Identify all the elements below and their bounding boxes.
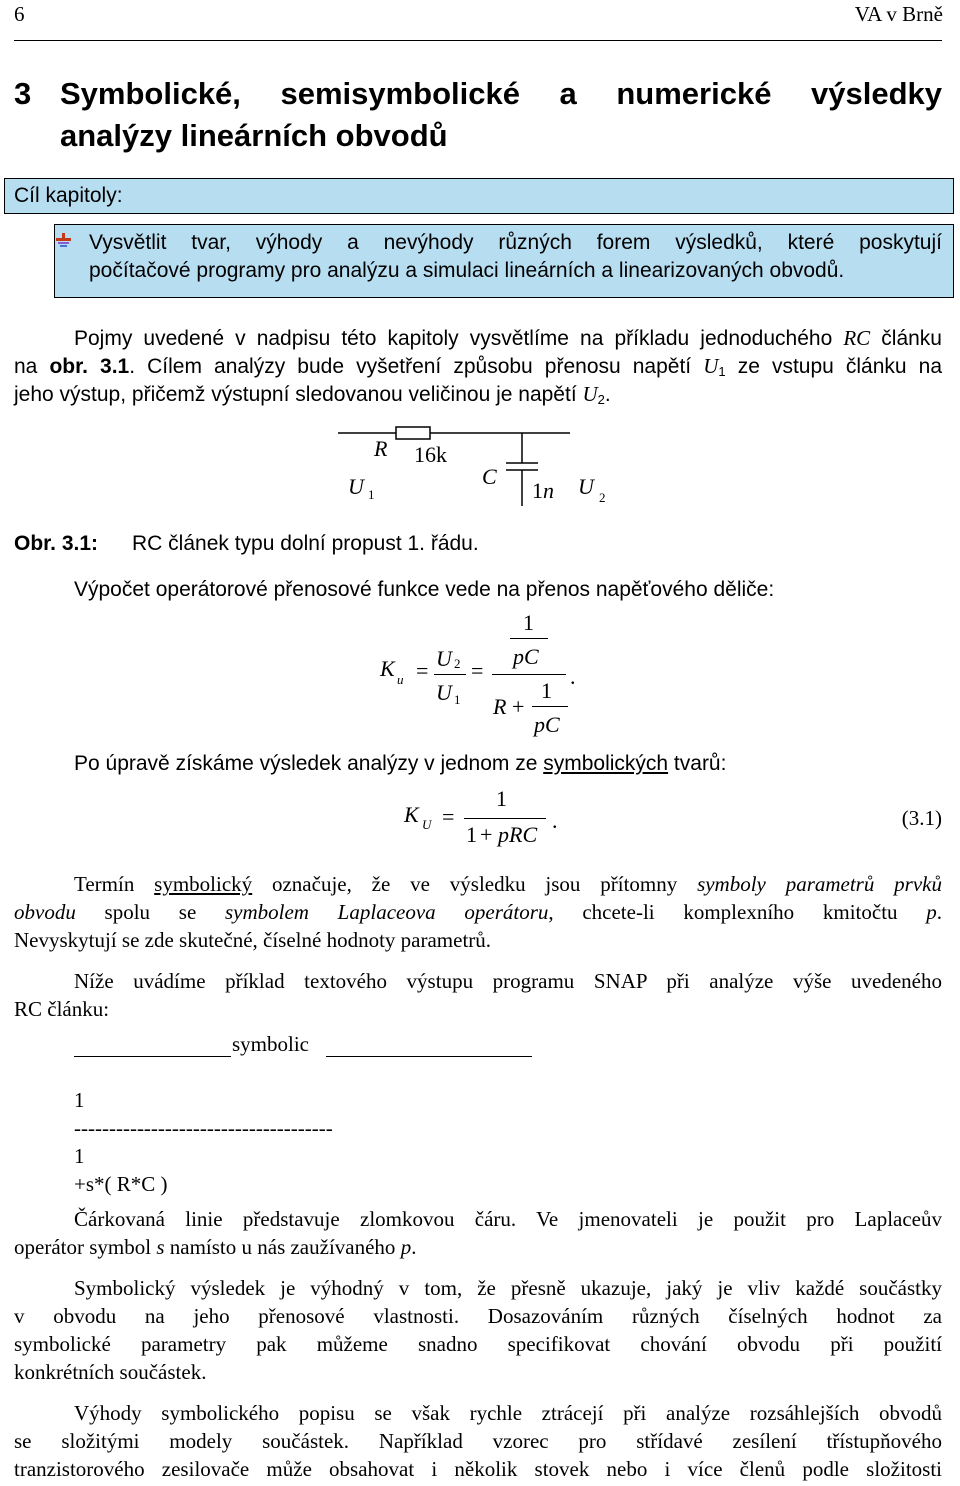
para6-line1: Čárkovaná linie představuje zlomkovou čáru. Ve jmenovateli je použit pro Laplaceův <box>74 1207 942 1231</box>
chapter-number: 3 <box>14 76 32 111</box>
u1-sub: 1 <box>368 487 375 502</box>
snap-dashes: ------------------------------------- <box>74 1116 333 1140</box>
para1-line2: na obr. 3.1. Cílem analýzy bude vyšetření způsobu přenosu napětí $U_1$ ze vstupu článku na <box>14 354 943 379</box>
fraction-bar-inner-den <box>532 706 568 707</box>
u2-sub: 2 <box>599 490 606 505</box>
goal-text-line2: počítačové programy pro analýzu a simulaci lineárních a linearizovaných obvodů. <box>89 259 845 282</box>
symbolic-term[interactable]: symbolický <box>154 872 253 896</box>
para3: Po úpravě získáme výsledek analýzy v jednom ze symbolických tvarů: <box>74 752 727 775</box>
fraction-bar-u <box>434 674 466 675</box>
para8-line3: tranzistorového zesilovače může obsahovat i několik stovek nebo i více členů podle složitosti <box>14 1457 942 1481</box>
snap-rule-right <box>326 1056 532 1057</box>
fraction-bar-main <box>492 674 566 675</box>
para8-line1: Výhody symbolického popisu se však rychle ztrácejí při analýze rozsáhlejších obvodů <box>74 1401 942 1425</box>
equation-number: (3.1) <box>901 806 942 830</box>
para4-line2: obvodu spolu se symbolem Laplaceova operátoru, chcete-li komplexního kmitočtu p. <box>14 900 942 924</box>
para5-line1: Níže uvádíme příklad textového výstupu programu SNAP při analýze výše uvedeného <box>74 969 942 993</box>
page-number: 6 <box>14 2 25 26</box>
symbolic-link[interactable]: symbolických <box>543 752 669 775</box>
snap-symbolic: symbolic <box>232 1032 309 1056</box>
goal-heading-box <box>4 178 954 214</box>
snap-denominator-1: 1 <box>74 1144 85 1168</box>
goal-text-line1: Vysvětlit tvar, výhody a nevýhody různých forem výsledků, které poskytují <box>89 231 942 254</box>
bullet-icon <box>55 232 72 249</box>
header-rule <box>14 40 942 41</box>
figure-label: Obr. 3.1: <box>14 532 99 555</box>
para2: Výpočet operátorové přenosové funkce vede na přenos napěťového děliče: <box>74 578 775 601</box>
u1-label: U <box>348 474 364 499</box>
rc-circuit-diagram <box>330 422 630 522</box>
fraction-bar-inner-num <box>510 638 548 639</box>
para1-line1: Pojmy uvedené v nadpisu této kapitoly vysvětlíme na příkladu jednoduchého RC článku <box>74 326 942 350</box>
para6-line2: operátor symbol s namísto u nás zaužívaného p. <box>14 1235 417 1259</box>
chapter-title-line1: Symbolické, semisymbolické a numerické výsledky <box>60 76 942 111</box>
chapter-title-line2: analýzy lineárních obvodů <box>60 118 448 153</box>
resistor-value: 16k <box>414 442 447 467</box>
figure-ref[interactable]: obr. 3.1 <box>49 355 130 378</box>
running-header: VA v Brně <box>854 2 943 26</box>
para7-line3: symbolické parametry pak můžeme snadno specifikovat chování obvodu při použití <box>14 1332 942 1356</box>
para8-line2: se složitými modely součástek. Například vzorec pro střídavé zesílení třístupňového <box>14 1429 942 1453</box>
goal-heading: Cíl kapitoly: <box>14 184 123 207</box>
para5-line2: RC článku: <box>14 997 110 1021</box>
para7-line2: v obvodu na jeho přenosové vlastnosti. Dosazováním různých číselných hodnot za <box>14 1304 942 1328</box>
snap-numerator: 1 <box>74 1088 85 1112</box>
figure-caption: RC článek typu dolní propust 1. řádu. <box>132 532 479 555</box>
fraction-bar-eq2 <box>464 818 546 819</box>
snap-denominator-2: +s*( R*C ) <box>74 1172 168 1196</box>
equation-ku: K u = U 2 U 1 = 1 pC . R + 1 pC <box>380 610 576 737</box>
para7-line1: Symbolický výsledek je výhodný v tom, že přesně ukazuje, jaký je vliv každé součástky <box>74 1276 942 1300</box>
para4-line1: Termín symbolický označuje, že ve výsledku jsou přítomny symboly parametrů prvků <box>74 872 942 896</box>
para1-line3: jeho výstup, přičemž výstupní sledovanou veličinou je napětí $U_2$. <box>14 382 611 407</box>
capacitor-value-num: 1 <box>532 478 543 503</box>
capacitor-value-unit: n <box>543 478 554 503</box>
para4-line3: Nevyskytují se zde skutečné, číselné hodnoty parametrů. <box>14 928 492 952</box>
u2-label: U <box>578 474 594 499</box>
rc-symbol: RC <box>843 326 871 350</box>
para7-line4: konkrétních součástek. <box>14 1360 207 1384</box>
equation-3-1: K U = 1 1 + pRC . <box>404 786 558 847</box>
capacitor-label: C <box>482 464 497 489</box>
snap-rule-left <box>74 1056 231 1057</box>
resistor-label: R <box>374 436 388 461</box>
